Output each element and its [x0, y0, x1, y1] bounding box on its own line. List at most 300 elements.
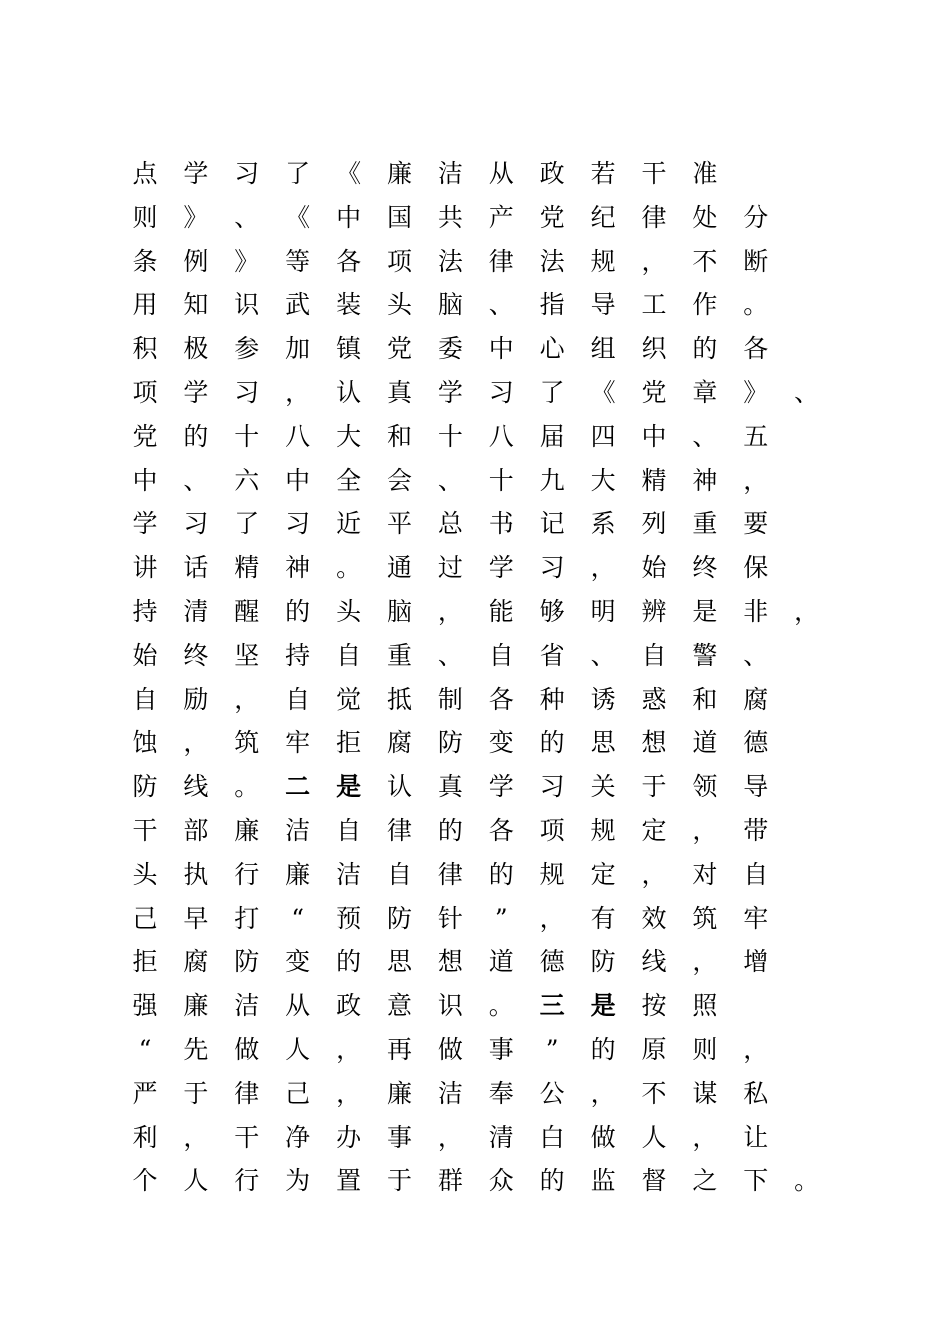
text-line [132, 765, 832, 809]
text-char: 防 [386, 903, 412, 933]
text-char: 规 [590, 815, 616, 845]
text-char: 了 [234, 509, 260, 539]
text-char: 做 [437, 1034, 463, 1064]
text-line [132, 678, 832, 722]
text-char: 洁 [336, 859, 362, 889]
text-line [132, 897, 832, 941]
text-char: 习 [234, 159, 260, 188]
text-char: 牢 [285, 728, 311, 758]
text-char: 醒 [234, 596, 260, 626]
text-line [132, 590, 832, 634]
text-char: 和 [386, 421, 412, 451]
text-char: 针 [437, 903, 463, 933]
text-line [132, 502, 832, 546]
text-char: 持 [285, 640, 311, 670]
text-char: 道 [692, 728, 718, 758]
text-char: 、 [692, 421, 718, 451]
text-char: 事 [488, 1034, 514, 1064]
text-char: 的 [183, 421, 209, 451]
text-char: 三 [539, 991, 565, 1021]
text-char: 、 [183, 465, 209, 495]
text-char: 预 [336, 903, 362, 933]
text-char: 》 [743, 377, 769, 407]
text-char: 原 [641, 1034, 667, 1064]
text-char: 定 [641, 815, 667, 845]
text-char: 干 [234, 1122, 260, 1152]
text-char: 从 [488, 159, 514, 188]
text-char: 近 [336, 509, 362, 539]
text-char: 学 [132, 509, 158, 539]
text-char: 廉 [386, 159, 412, 188]
text-char: 意 [386, 991, 412, 1021]
text-char: ， [183, 1122, 209, 1152]
text-char: 。 [336, 553, 362, 583]
text-char: 和 [692, 684, 718, 714]
text-char: ， [692, 815, 718, 845]
text-line [132, 940, 832, 984]
text-char: 个 [132, 1166, 158, 1196]
text-char: 织 [641, 334, 667, 364]
text-char: 洁 [437, 159, 463, 188]
body-text [132, 152, 832, 1203]
text-char: 项 [539, 815, 565, 845]
text-char: 八 [488, 421, 514, 451]
text-char: 学 [488, 772, 514, 802]
text-char: 平 [386, 509, 412, 539]
text-char: 认 [386, 772, 412, 802]
text-char: 记 [539, 509, 565, 539]
text-char: 党 [641, 377, 667, 407]
text-char: 头 [336, 596, 362, 626]
text-char: 学 [437, 377, 463, 407]
text-char: 四 [590, 421, 616, 451]
text-char: ， [743, 465, 769, 495]
text-char: 镇 [336, 334, 362, 364]
text-char: 白 [539, 1122, 565, 1152]
text-char: 变 [488, 728, 514, 758]
text-char: 不 [641, 1078, 667, 1108]
text-char: 行 [234, 1166, 260, 1196]
text-char: 于 [641, 772, 667, 802]
text-char: 、 [794, 377, 820, 407]
text-char: 大 [336, 421, 362, 451]
text-char: 了 [539, 377, 565, 407]
text-char: 洁 [285, 815, 311, 845]
text-char: 项 [132, 377, 158, 407]
text-char: 监 [590, 1166, 616, 1196]
text-char: 法 [539, 246, 565, 276]
text-char: 过 [437, 553, 463, 583]
text-char: 带 [743, 815, 769, 845]
text-char: 国 [386, 202, 412, 232]
text-char: “ [138, 1034, 152, 1064]
text-char: 九 [539, 465, 565, 495]
text-char: 严 [132, 1078, 158, 1108]
text-char: 防 [132, 772, 158, 802]
text-line [132, 152, 832, 196]
text-char: 防 [437, 728, 463, 758]
text-char: 知 [183, 290, 209, 320]
text-char: ” [545, 1034, 559, 1064]
text-char: ” [494, 903, 508, 933]
text-char: 拒 [336, 728, 362, 758]
text-line [132, 546, 832, 590]
text-char: 律 [641, 202, 667, 232]
text-char: 精 [234, 553, 260, 583]
text-char: 筑 [234, 728, 260, 758]
text-char: 明 [590, 596, 616, 626]
text-line [132, 1028, 832, 1072]
text-char: 二 [285, 772, 311, 802]
text-char: 心 [539, 334, 565, 364]
text-char: 识 [437, 991, 463, 1021]
text-char: ， [692, 947, 718, 977]
text-char: 拒 [132, 947, 158, 977]
text-char: 组 [590, 334, 616, 364]
text-char: 。 [743, 290, 769, 320]
text-char: ， [539, 903, 565, 933]
text-char: 习 [234, 377, 260, 407]
text-char: 会 [386, 465, 412, 495]
text-char: 思 [386, 947, 412, 977]
text-char: 廉 [386, 1078, 412, 1108]
text-char: 非 [743, 596, 769, 626]
text-char: 讲 [132, 553, 158, 583]
text-char: 自 [285, 684, 311, 714]
text-char: 线 [641, 947, 667, 977]
text-char: 是 [590, 991, 616, 1021]
text-char: 够 [539, 596, 565, 626]
text-char: 人 [285, 1034, 311, 1064]
text-char: 终 [183, 640, 209, 670]
text-char: 人 [641, 1122, 667, 1152]
text-char: 干 [132, 815, 158, 845]
text-char: 不 [692, 246, 718, 276]
text-char: 从 [285, 991, 311, 1021]
text-char: 保 [743, 553, 769, 583]
text-char: 中 [285, 465, 311, 495]
text-char: 全 [336, 465, 362, 495]
text-char: 增 [743, 947, 769, 977]
text-char: 的 [539, 1166, 565, 1196]
text-char: 按 [641, 991, 667, 1021]
text-char: 励 [183, 684, 209, 714]
text-char: 、 [437, 640, 463, 670]
text-char: 照 [692, 991, 718, 1021]
text-char: 众 [488, 1166, 514, 1196]
text-char: ， [234, 684, 260, 714]
text-char: 例 [183, 246, 209, 276]
text-char: ， [183, 728, 209, 758]
text-char: 自 [743, 859, 769, 889]
text-char: 奉 [488, 1078, 514, 1108]
text-char: 洁 [437, 1078, 463, 1108]
text-char: 规 [539, 859, 565, 889]
text-char: 做 [590, 1122, 616, 1152]
text-char: 头 [386, 290, 412, 320]
text-char: 断 [743, 246, 769, 276]
text-char: 列 [641, 509, 667, 539]
text-char: 律 [437, 859, 463, 889]
text-char: 《 [590, 377, 616, 407]
text-char: 督 [641, 1166, 667, 1196]
text-char: 省 [539, 640, 565, 670]
text-char: 指 [539, 290, 565, 320]
text-char: 廉 [285, 859, 311, 889]
text-line [132, 853, 832, 897]
text-char: 共 [437, 202, 463, 232]
text-char: 的 [285, 596, 311, 626]
text-char: 、 [590, 640, 616, 670]
text-char: 人 [183, 1166, 209, 1196]
text-line [132, 634, 832, 678]
text-char: 十 [488, 465, 514, 495]
text-char: 分 [743, 202, 769, 232]
text-char: 各 [336, 246, 362, 276]
text-char: 党 [132, 421, 158, 451]
text-char: 《 [285, 202, 311, 232]
text-char: 届 [539, 421, 565, 451]
text-char: 觉 [336, 684, 362, 714]
text-char: 利 [132, 1122, 158, 1152]
text-char: 则 [132, 202, 158, 232]
text-char: 、 [234, 202, 260, 232]
text-char: 脑 [437, 290, 463, 320]
text-char: 各 [488, 684, 514, 714]
text-char: 廉 [234, 815, 260, 845]
text-char: 各 [488, 815, 514, 845]
text-char: 自 [386, 859, 412, 889]
text-char: 自 [132, 684, 158, 714]
text-char: 《 [336, 159, 362, 188]
text-char: 中 [132, 465, 158, 495]
text-char: 认 [336, 377, 362, 407]
text-char: 己 [285, 1078, 311, 1108]
text-char: 条 [132, 246, 158, 276]
text-char: ， [641, 246, 667, 276]
text-char: 于 [386, 1166, 412, 1196]
text-char: 章 [692, 377, 718, 407]
text-char: 加 [285, 334, 311, 364]
text-line [132, 809, 832, 853]
text-char: 中 [641, 421, 667, 451]
text-line [132, 415, 832, 459]
text-char: 干 [641, 159, 667, 188]
text-char: 中 [488, 334, 514, 364]
text-char: 效 [641, 903, 667, 933]
text-char: 打 [234, 903, 260, 933]
text-char: 事 [386, 1122, 412, 1152]
text-char: 各 [743, 334, 769, 364]
text-char: 对 [692, 859, 718, 889]
text-char: 、 [437, 465, 463, 495]
text-char: 腐 [386, 728, 412, 758]
text-line [132, 371, 832, 415]
text-char: ， [590, 1078, 616, 1108]
text-char: ， [641, 859, 667, 889]
text-char: 重 [386, 640, 412, 670]
text-char: 。 [234, 772, 260, 802]
text-char: 警 [692, 640, 718, 670]
text-char: 极 [183, 334, 209, 364]
text-char: 律 [488, 246, 514, 276]
text-line [132, 196, 832, 240]
text-char: 为 [285, 1166, 311, 1196]
text-char: 话 [183, 553, 209, 583]
text-char: 先 [183, 1034, 209, 1064]
text-char: 想 [437, 947, 463, 977]
text-char: ， [336, 1078, 362, 1108]
text-char: ， [692, 1122, 718, 1152]
text-char: 种 [539, 684, 565, 714]
text-char: 筑 [692, 903, 718, 933]
text-char: 让 [743, 1122, 769, 1152]
text-char: 德 [539, 947, 565, 977]
text-char: 办 [336, 1122, 362, 1152]
text-char: 领 [692, 772, 718, 802]
text-line [132, 1116, 832, 1160]
text-char: 的 [488, 859, 514, 889]
text-line [132, 1072, 832, 1116]
text-char: 律 [234, 1078, 260, 1108]
text-char: 防 [590, 947, 616, 977]
text-char: 制 [437, 684, 463, 714]
text-char: ， [437, 1122, 463, 1152]
text-char: 是 [336, 772, 362, 802]
text-char: 十 [234, 421, 260, 451]
text-char: ， [590, 553, 616, 583]
text-char: 通 [386, 553, 412, 583]
text-char: 的 [539, 728, 565, 758]
text-char: 道 [488, 947, 514, 977]
text-char: 真 [437, 772, 463, 802]
text-char: 强 [132, 991, 158, 1021]
text-char: 、 [743, 640, 769, 670]
text-char: 早 [183, 903, 209, 933]
text-char: 项 [386, 246, 412, 276]
text-char: 书 [488, 509, 514, 539]
text-char: 法 [437, 246, 463, 276]
text-char: 清 [183, 596, 209, 626]
text-char: 是 [692, 596, 718, 626]
text-char: 置 [336, 1166, 362, 1196]
text-char: 了 [285, 159, 311, 188]
text-char: 精 [641, 465, 667, 495]
text-char: 中 [336, 202, 362, 232]
text-char: 洁 [234, 991, 260, 1021]
text-char: 党 [539, 202, 565, 232]
text-char: 净 [285, 1122, 311, 1152]
text-line [132, 240, 832, 284]
text-char: 积 [132, 334, 158, 364]
text-char: 执 [183, 859, 209, 889]
text-char: 线 [183, 772, 209, 802]
text-char: 点 [132, 159, 158, 188]
text-line [132, 327, 832, 371]
text-char: 蚀 [132, 728, 158, 758]
text-line [132, 984, 832, 1028]
text-char: 的 [336, 947, 362, 977]
text-char: 系 [590, 509, 616, 539]
text-char: 导 [743, 772, 769, 802]
text-char: 学 [183, 159, 209, 188]
text-char: 于 [183, 1078, 209, 1108]
text-char: 头 [132, 859, 158, 889]
text-char: 廉 [183, 991, 209, 1021]
text-char: 做 [234, 1034, 260, 1064]
text-char: 习 [539, 553, 565, 583]
text-char: 六 [234, 465, 260, 495]
text-char: 八 [285, 421, 311, 451]
text-char: 想 [641, 728, 667, 758]
text-char: 思 [590, 728, 616, 758]
text-line [132, 1159, 832, 1203]
text-char: 群 [437, 1166, 463, 1196]
text-char: 定 [590, 859, 616, 889]
text-char: 》 [234, 246, 260, 276]
text-char: 若 [590, 159, 616, 188]
text-char: ， [743, 1034, 769, 1064]
text-char: 始 [641, 553, 667, 583]
text-char: 》 [183, 202, 209, 232]
text-char: 导 [590, 290, 616, 320]
text-char: 牢 [743, 903, 769, 933]
text-char: 谋 [692, 1078, 718, 1108]
text-char: 私 [743, 1078, 769, 1108]
text-char: 辨 [641, 596, 667, 626]
text-char: 装 [336, 290, 362, 320]
text-char: 惑 [641, 684, 667, 714]
text-char: 的 [437, 815, 463, 845]
text-char: 之 [692, 1166, 718, 1196]
text-char: 、 [488, 290, 514, 320]
text-char: 大 [590, 465, 616, 495]
text-char: 自 [488, 640, 514, 670]
text-char: 自 [336, 640, 362, 670]
text-line [132, 283, 832, 327]
text-char: 产 [488, 202, 514, 232]
text-char: 规 [590, 246, 616, 276]
text-char: 委 [437, 334, 463, 364]
text-char: 终 [692, 553, 718, 583]
text-char: 纪 [590, 202, 616, 232]
text-line [132, 459, 832, 503]
text-char: 武 [285, 290, 311, 320]
text-char: 抵 [386, 684, 412, 714]
text-char: 习 [488, 377, 514, 407]
text-char: 准 [692, 159, 718, 188]
text-char: 关 [590, 772, 616, 802]
text-char: 下 [743, 1166, 769, 1196]
text-char: 腐 [183, 947, 209, 977]
text-char: 用 [132, 290, 158, 320]
text-char: 腐 [743, 684, 769, 714]
text-char: 诱 [590, 684, 616, 714]
text-char: 始 [132, 640, 158, 670]
text-char: 真 [386, 377, 412, 407]
text-char: 的 [590, 1034, 616, 1064]
text-char: 变 [285, 947, 311, 977]
text-char: 德 [743, 728, 769, 758]
text-char: 有 [590, 903, 616, 933]
text-char: 。 [488, 991, 514, 1021]
text-char: 习 [285, 509, 311, 539]
text-char: ， [794, 596, 820, 626]
text-char: 识 [234, 290, 260, 320]
text-char: 神 [692, 465, 718, 495]
text-char: 坚 [234, 640, 260, 670]
text-char: 习 [539, 772, 565, 802]
